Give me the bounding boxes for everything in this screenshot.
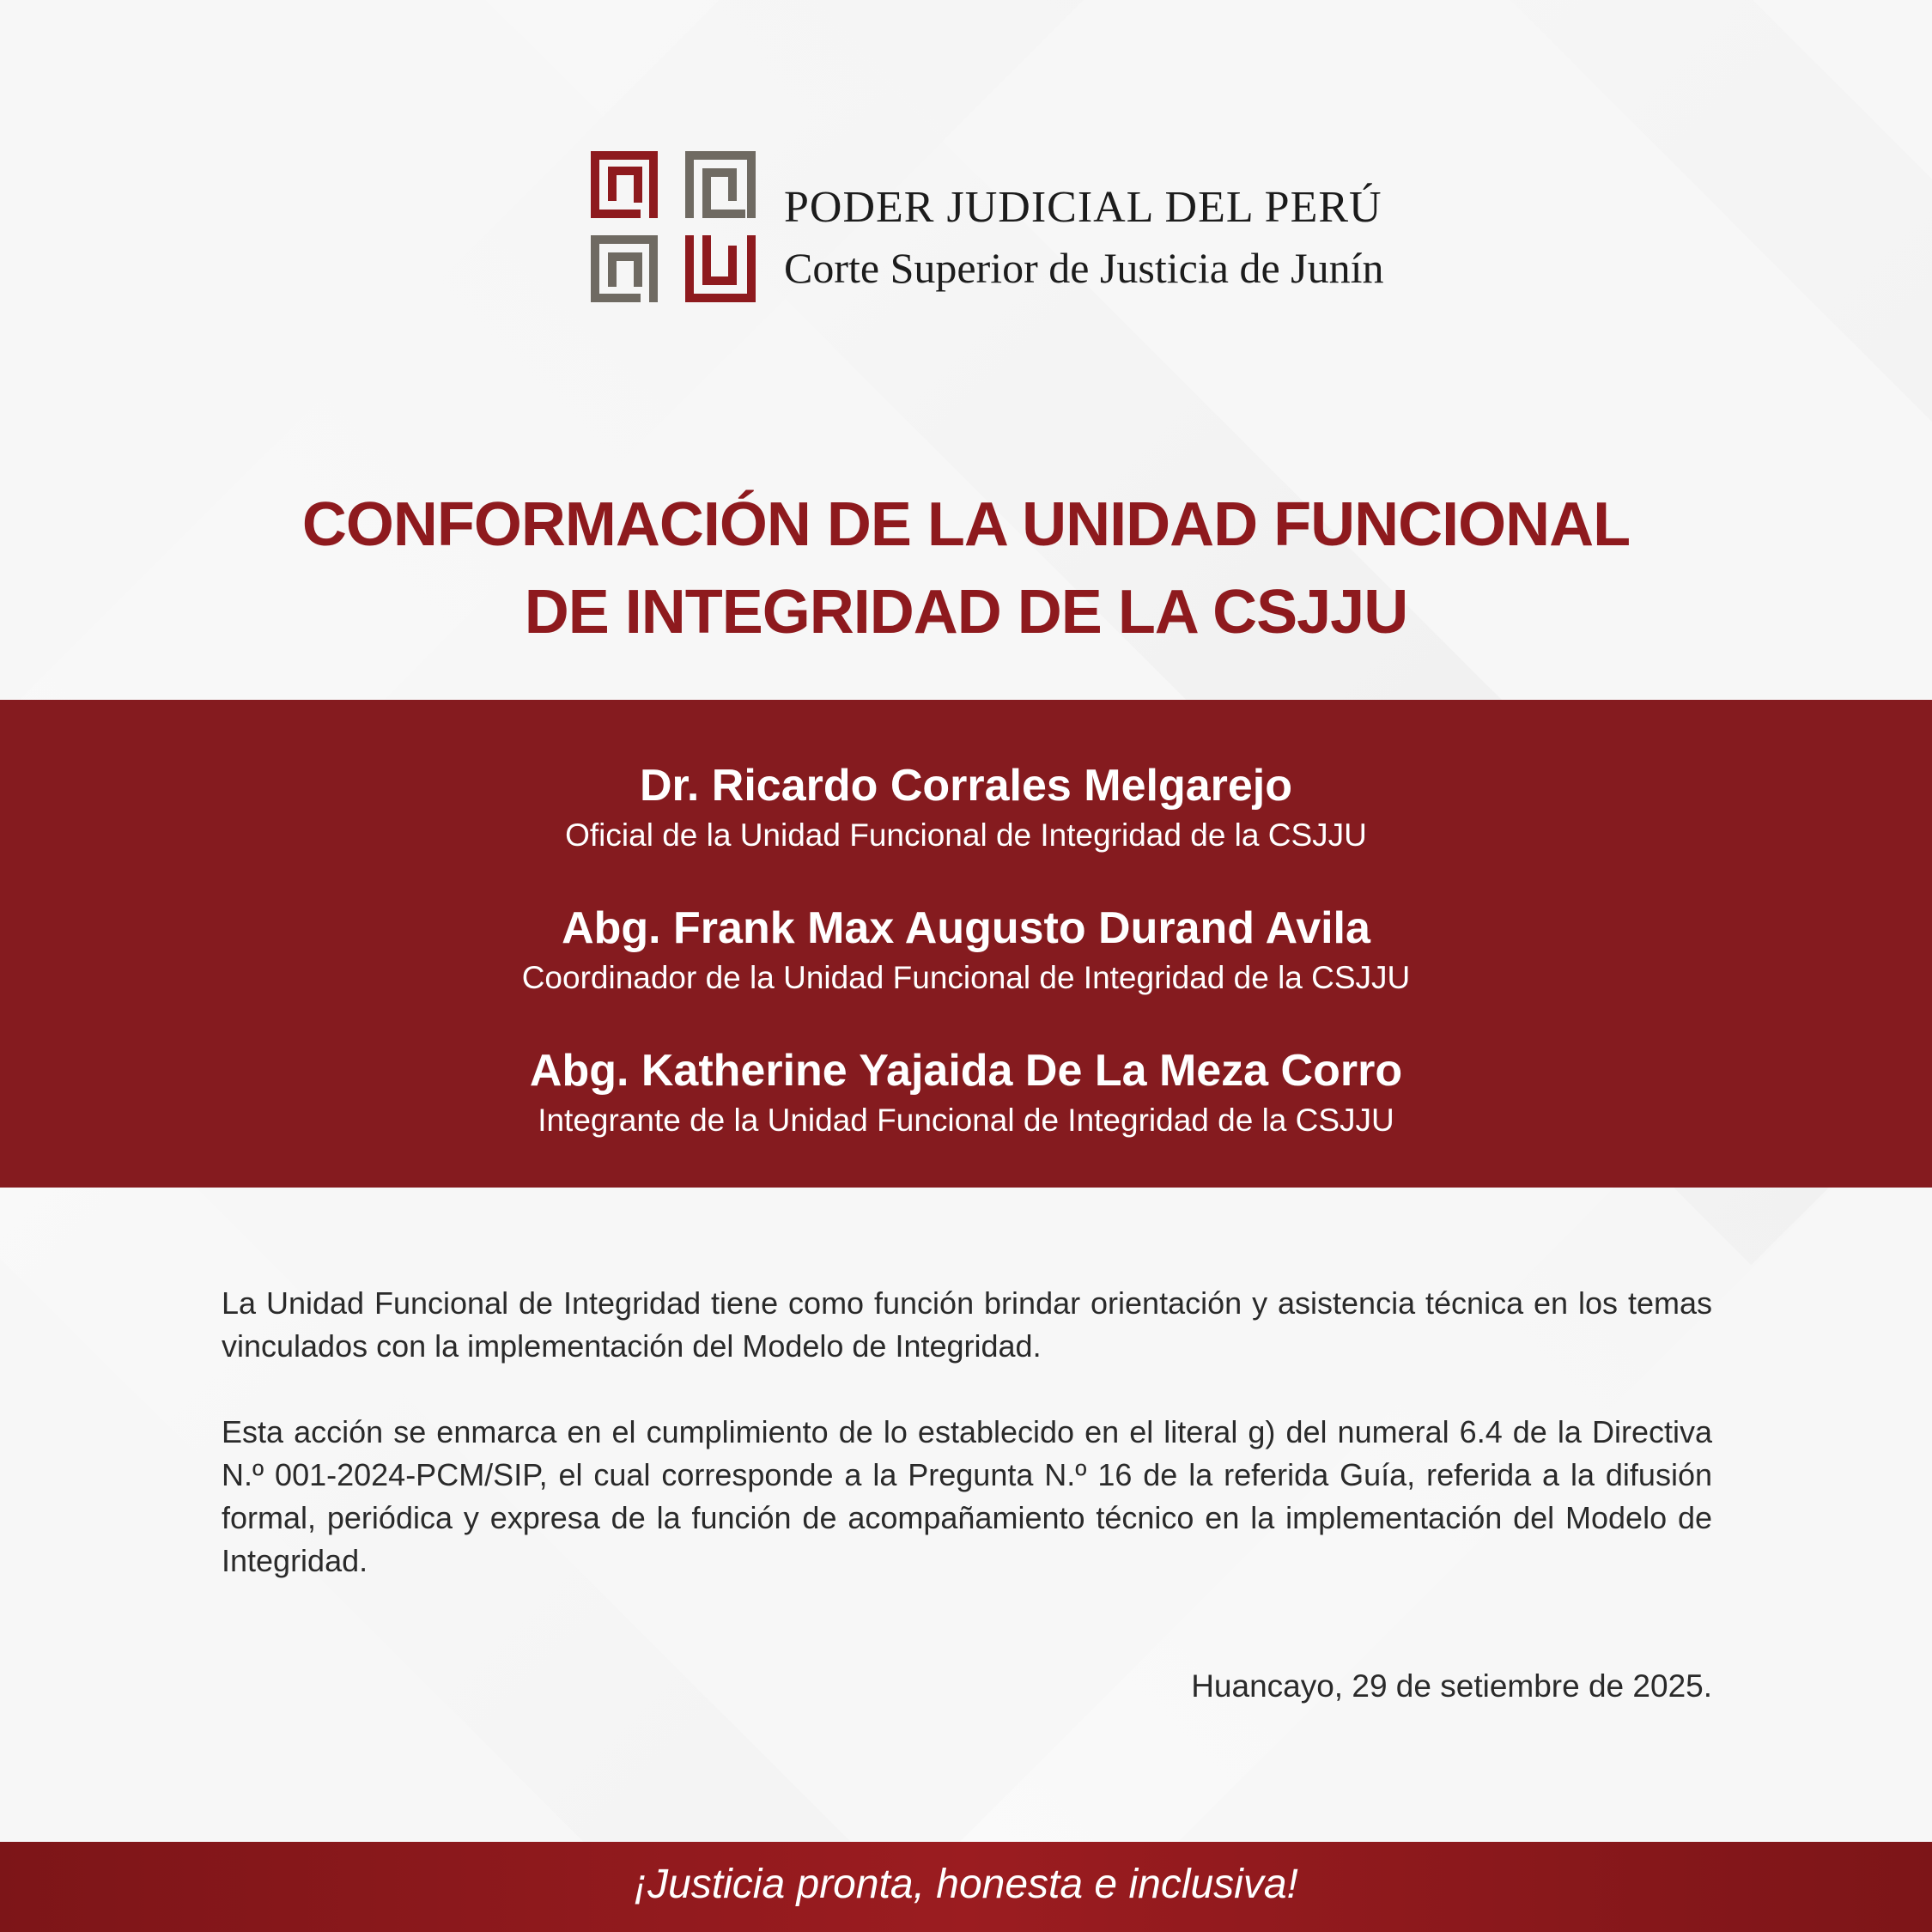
members-band bbox=[0, 700, 1932, 1188]
member-3 bbox=[0, 1043, 1932, 1143]
title-line-1: CONFORMACIÓN DE LA UNIDAD FUNCIONAL bbox=[301, 490, 1631, 559]
member-role: Oficial de la Unidad Funcional de Integridad de la CSJJU bbox=[565, 817, 1367, 853]
poder-judicial-logo bbox=[591, 151, 756, 302]
member-name: Abg. Frank Max Augusto Durand Avila bbox=[562, 903, 1370, 953]
paragraph-directive: Esta acción se enmarca en el cumplimiento de lo establecido en el literal g) del numeral 6.4 de la Directiva N.º 001-2024-PCM/SIP, el cual corresponde a la Pregunta N.º 16 de la referida Guía, referida a la difusión formal, periódica y expresa de la función de acompañamiento técnico en la implementación del Modelo de Integridad. bbox=[222, 1414, 1712, 1578]
member-name: Abg. Katherine Yajaida De La Meza Corro bbox=[529, 1046, 1403, 1096]
slogan: ¡Justicia pronta, honesta e inclusiva! bbox=[634, 1862, 1298, 1907]
member-2 bbox=[0, 901, 1932, 1000]
paragraph-function: La Unidad Funcional de Integridad tiene como función brindar orientación y asistencia técnica en los temas vinculados con la implementación del Modelo de Integridad. bbox=[222, 1285, 1712, 1364]
title-line-2: DE INTEGRIDAD DE LA CSJJU bbox=[524, 578, 1408, 647]
member-name: Dr. Ricardo Corrales Melgarejo bbox=[639, 761, 1293, 811]
page-title bbox=[0, 481, 1932, 656]
date-line: Huancayo, 29 de setiembre de 2025. bbox=[1191, 1668, 1712, 1704]
member-role: Coordinador de la Unidad Funcional de Integridad de la CSJJU bbox=[521, 960, 1411, 995]
footer-band bbox=[0, 1842, 1932, 1932]
member-role: Integrante de la Unidad Funcional de Integridad de la CSJJU bbox=[538, 1103, 1394, 1138]
member-1 bbox=[0, 758, 1932, 858]
court-name: Corte Superior de Justicia de Junín bbox=[784, 244, 1384, 292]
institution-name: PODER JUDICIAL DEL PERÚ bbox=[784, 183, 1382, 232]
